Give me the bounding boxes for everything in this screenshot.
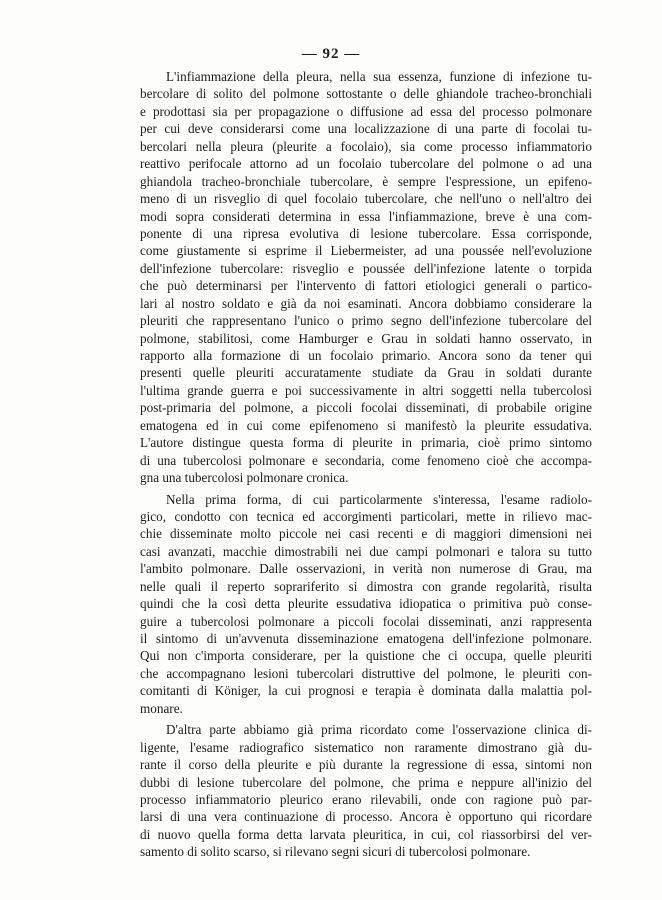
text-line: bercolare di solito del polmone sottostante o delle ghiandole tracheo-bronchiali (140, 86, 592, 102)
text-line: chie disseminate molto piccole nei casi recenti e di maggiori dimensioni nei (140, 526, 592, 542)
text-line: meno di un risveglio di quel focolaio tubercolare, che nell'uno o nell'altro dei (140, 191, 592, 207)
text-line: Nella prima forma, di cui particolarmente s'interessa, l'esame radiolo- (166, 491, 592, 507)
text-line: gna una tubercolosi polmonare cronica. (140, 470, 349, 486)
text-line: casi avanzati, macchie dimostrabili nei due campi polmonari e talora su tutto (140, 543, 592, 559)
text-line: ematogena ed in cui come epifenomeno si manifestò la pleurite essudativa. (140, 417, 592, 433)
text-line: pleuriti che rappresentano l'unico o primo segno dell'infezione tubercolare del (140, 313, 592, 329)
text-line: larsi di una vera continuazione di processo. Ancora è opportuno qui ricordare (140, 809, 592, 825)
paragraph (140, 68, 592, 487)
text-line: post-primaria del polmone, a piccoli focolai disseminati, di probabile origine (140, 400, 592, 416)
text-line: reattivo perifocale attorno ad un focolaio tubercolare del polmone o ad una (140, 156, 592, 172)
text-line: presenti quelle pleuriti accuratamente studiate da Grau in soldati durante (140, 365, 592, 381)
text-line: guire a tubercolosi polmonare a piccoli focolai disseminati, anzi rappresenta (140, 613, 592, 629)
paragraph (140, 721, 592, 861)
paragraph (140, 491, 592, 718)
text-line: l'ultima grande guerra e poi successivamente in altri soggetti nella tubercolosi (140, 382, 592, 398)
text-line: che accompagnano lesioni tubercolari distruttive del polmone, le pleuriti con- (140, 665, 592, 681)
text-line: quindi che la così detta pleurite essudativa idiopatica o primitiva può conse- (140, 596, 592, 612)
text-line: L'infiammazione della pleura, nella sua essenza, funzione di infezione tu- (166, 69, 592, 84)
text-line: gico, condotto con tecnica ed accorgimenti particolari, mette in rilievo mac- (140, 508, 592, 524)
text-line: l'ambito polmonare. Dalle osservazioni, in verità non numerose di Grau, ma (140, 561, 592, 577)
text-line: D'altra parte abbiamo già prima ricordato come l'osservazione clinica di- (166, 722, 592, 738)
text-line: modi sopra considerati determina in essa l'infiammazione, breve è una com- (140, 208, 592, 224)
page-number: — 92 — (301, 46, 361, 62)
body-text (140, 68, 592, 861)
text-line: dell'infezione tubercolare: risveglio e poussée dell'infezione latente o torpida (140, 260, 592, 276)
text-line: rante il corso della pleurite e più durante la regressione di essa, sintomi non (140, 757, 592, 773)
text-line: lari al nostro soldato e già da noi esaminati. Ancora dobbiamo considerare la (140, 295, 592, 311)
text-line: monare. (140, 700, 183, 716)
text-line: processo infiammatorio pleurico erano rilevabili, onde con ragione può par- (140, 791, 592, 807)
text-line: nelle quali il reperto soprariferito si dimostra con grande regolarità, risulta (140, 578, 592, 594)
text-line: e prodottasi sia per propagazione o diffusione ad essa del processo polmonare (140, 103, 592, 119)
text-line: il sintomo di un'avvenuta disseminazione ematogena dell'infezione polmonare. (140, 631, 592, 646)
text-line: comitanti di Königer, la cui prognosi e terapia è dominata dalla malattia pol- (140, 683, 592, 699)
text-line: per cui deve considerarsi come una localizzazione di una parte di focolai tu- (140, 121, 592, 137)
text-line: dubbi di lesione tubercolare del polmone, che prima e neppure all'inizio del (140, 774, 592, 790)
text-line: di nuovo quella forma detta larvata pleuritica, in cui, col riassorbirsi del ver- (140, 826, 592, 842)
text-line: ghiandola tracheo-bronchiale tubercolare, è sempre l'espressione, un epifeno- (140, 173, 592, 189)
text-line: bercolari nella pleura (pleurite a focolaio), sia come processo infiammatorio (140, 138, 592, 154)
text-line: di una tubercolosi polmonare e secondaria, come fenomeno cioè che accompa- (140, 452, 592, 468)
text-line: samento di solito scarso, si rilevano segni sicuri di tubercolosi polmonare. (140, 844, 531, 860)
text-line: L'autore distingue questa forma di pleurite in primaria, cioè primo sintomo (140, 435, 592, 451)
text-line: ponente di una ripresa evolutiva di lesione tubercolare. Essa corrisponde, (140, 225, 592, 241)
text-line: ligente, l'esame radiografico sistematico non raramente dimostrano già du- (140, 739, 592, 755)
text-line: rapporto alla formazione di un focolaio primario. Ancora sono da tener qui (140, 348, 592, 363)
text-line: Qui non c'importa considerare, per la quistione che ci occupa, quelle pleuriti (140, 648, 592, 664)
text-line: che può determinarsi per l'intervento di fattori etiologici generali o partico- (140, 278, 592, 294)
text-line: come giustamente si esprime il Liebermeister, ad una poussée nell'evoluzione (140, 243, 592, 259)
text-line: polmone, stabilitosi, come Hamburger e Grau in soldati hanno osservato, in (140, 330, 592, 346)
